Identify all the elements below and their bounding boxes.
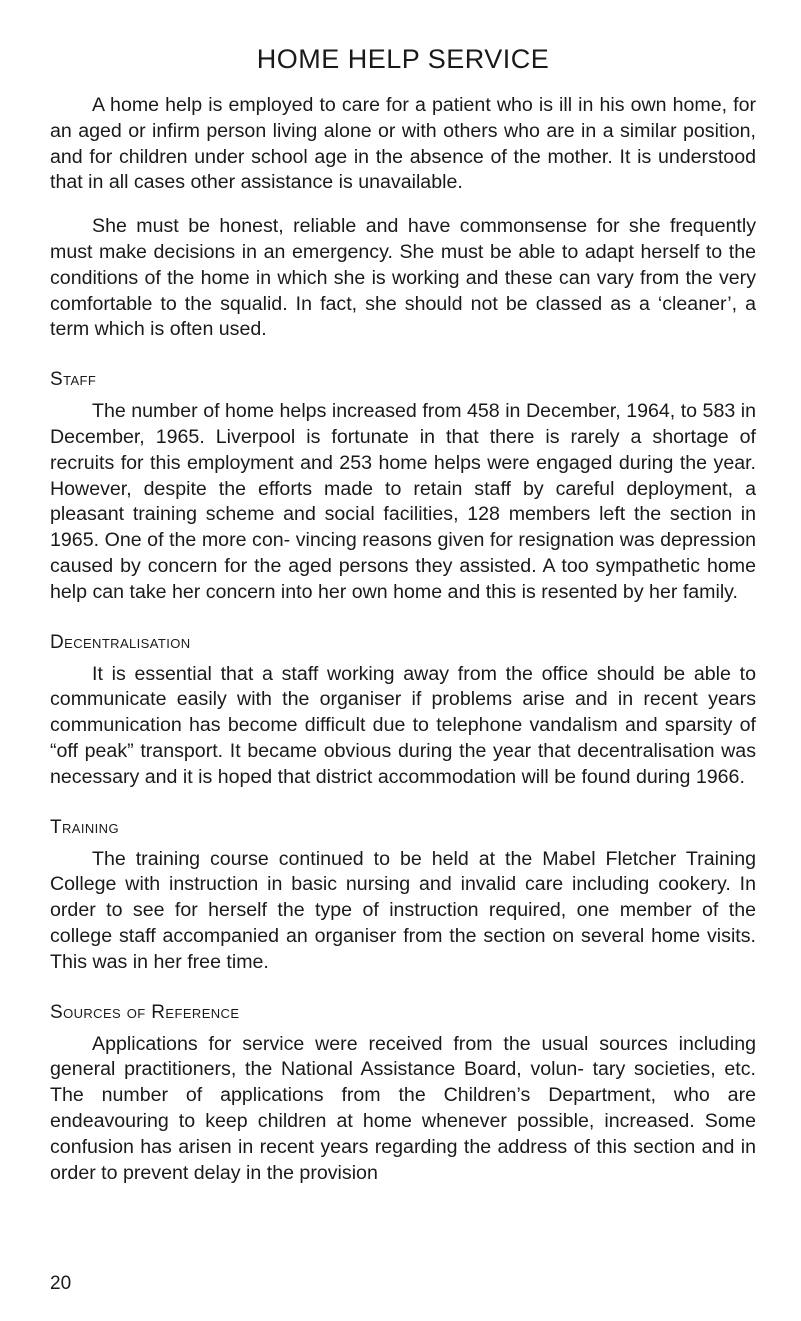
section-staff [50,369,756,605]
section-sources-of-reference [50,1002,756,1187]
section-heading-sources-of-reference: Sources of Reference [50,1001,240,1023]
section-text-training: The training course continued to be held at the Mabel Fletcher Training College with instruction in basic nursing and invalid care including cookery. In order to see for herself the type of instruction required, one member of the college staff accompanied an organiser from the section on several home visits. This was in her free time. [50,847,756,973]
section-text-sources-of-reference: Applications for service were received from the usual sources including general practitioners, the National Assistance Board, volun- tary societies, etc. The number of applications from the Children’s Department, who are endeavouring to keep children at home whenever possible, increased. Some confusion has arisen in recent years regarding the address of this section and in order to prevent delay in the provision [50,1032,756,1184]
section-text-staff: The number of home helps increased from 458 in December, 1964, to 583 in December, 1965. Liverpool is fortunate in that there is rarely a shortage of recruits for this employment and 253 home helps were engaged during the year. However, despite the efforts made to retain staff by careful deployment, a pleasant training scheme and social facilities, 128 members left the section in 1965. One of the more con- vincing reasons given for resignation was depression caused by concern for the aged persons they assisted. A too sympathetic home help can take her concern into her own home and this is resented by her family. [50,400,756,603]
section-heading-staff: Staff [50,369,97,391]
section-heading-decentralisation: Decentralisation [50,631,191,653]
section-decentralisation [50,632,756,791]
paragraph-gap [50,196,756,214]
page-title: HOME HELP SERVICE [256,44,550,74]
section-training [50,817,756,976]
section-text-decentralisation: It is essential that a staff working away from the office should be able to communicate easily with the organiser if problems arise and in recent years communication has become difficult due to telephone vandalism and sparsity of “off peak” transport. It became obvious during the year that decentralisation was necessary and it is hoped that district accommodation will be found during 1966. [50,662,756,788]
section-heading-training: Training [50,816,119,838]
intro-paragraph-1: A home help is employed to care for a patient who is ill in his own home, for an aged or infirm person living alone or with others who are in a similar position, and for children under school age in the absence of the mother. It is understood that in all cases other assistance is unavailable. [50,94,756,194]
page-number: 20 [50,1273,72,1294]
intro-paragraph-2: She must be honest, reliable and have commonsense for she frequently must make decisions in an emergency. She must be able to adapt herself to the conditions of the home in which she is working and these can vary from the very comfortable to the squalid. In fact, she should not be classed as a ‘cleaner’, a term which is often used. [50,215,756,341]
